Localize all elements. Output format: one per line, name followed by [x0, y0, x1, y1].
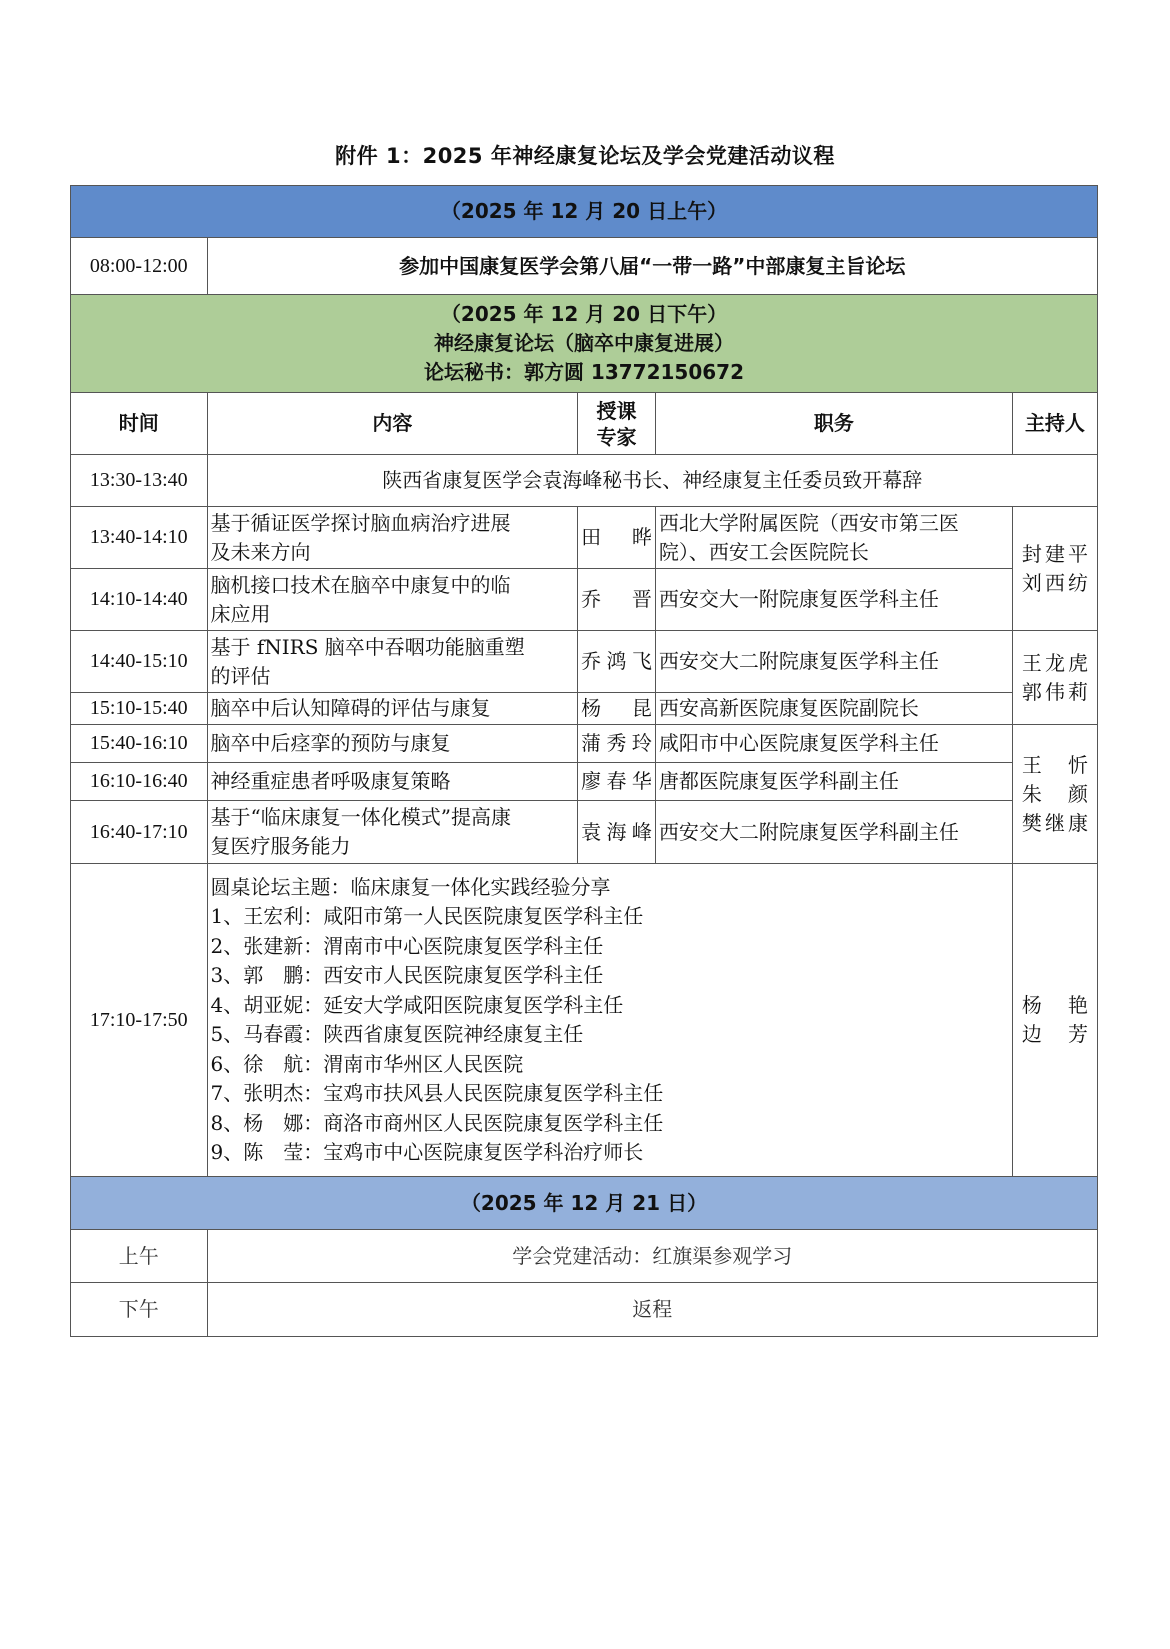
session-position: 西安交大二附院康复医学科副主任 [655, 801, 1012, 864]
host-name: 王龙虎 [1021, 650, 1088, 675]
session-speaker: 杨 昆 [578, 693, 656, 725]
session-content [207, 507, 578, 569]
roundtable-theme: 圆桌论坛主题：临床康复一体化实践经验分享 [210, 874, 611, 899]
session-content-line: 基于“临床康复一体化模式”提高康 [210, 805, 511, 829]
host-name: 封建平 [1021, 541, 1088, 566]
roundtable-content [207, 864, 1012, 1177]
roundtable-hosts [1012, 864, 1097, 1177]
session-content: 神经重症患者呼吸康复策略 [207, 763, 578, 801]
host-name: 杨 艳 [1021, 993, 1088, 1017]
col-header-speaker [578, 393, 656, 455]
session-position: 咸阳市中心医院康复医学科主任 [655, 725, 1012, 763]
session-content-line: 基于 fNIRS 脑卒中吞咽功能脑重塑 [210, 634, 525, 659]
roundtable-panelist: 6、徐 航：渭南市华州区人民医院 [210, 1051, 524, 1076]
afternoon-date: （2025 年 12 月 20 日下午） [440, 302, 728, 326]
session-host-group-3 [1012, 725, 1097, 864]
session-position: 西安高新医院康复医院副院长 [655, 693, 1012, 725]
session-time: 14:10-14:40 [71, 569, 208, 631]
session-host-group-2 [1012, 631, 1097, 725]
host-name: 刘西纺 [1021, 570, 1088, 595]
roundtable-panelist: 7、张明杰：宝鸡市扶风县人民医院康复医学科主任 [210, 1081, 664, 1105]
session-row [71, 801, 1098, 864]
session-time: 15:40-16:10 [71, 725, 208, 763]
session-time: 16:10-16:40 [71, 763, 208, 801]
roundtable-panelist: 1、王宏利：咸阳市第一人民医院康复医学科主任 [210, 904, 644, 928]
session-row [71, 507, 1098, 569]
document-title: 附件 1：2025 年神经康复论坛及学会党建活动议程 [335, 144, 835, 168]
session-position-line: 西北大学附属医院（西安市第三医 [658, 510, 959, 535]
agenda-table [70, 185, 1098, 1337]
col-header-speaker-line1: 授课 [596, 398, 637, 423]
morning-content: 参加中国康复医学会第八届“一带一路”中部康复主旨论坛 [207, 238, 1098, 295]
roundtable-panelist: 8、杨 娜：商洛市商州区人民医院康复医学科主任 [210, 1110, 664, 1135]
col-header-speaker-line2: 专家 [596, 424, 637, 449]
session-position [655, 507, 1012, 569]
session-speaker: 田 晔 [578, 507, 656, 569]
session-content: 脑卒中后痉挛的预防与康复 [207, 725, 578, 763]
session-content-line: 基于循证医学探讨脑血病治疗进展 [210, 510, 511, 535]
session-content-line: 的评估 [210, 663, 271, 688]
session-content [207, 569, 578, 631]
roundtable-panelist: 3、郭 鹏：西安市人民医院康复医学科主任 [210, 963, 604, 987]
roundtable-panelist: 5、马春霞：陕西省康复医院神经康复主任 [210, 1022, 584, 1046]
session-speaker: 乔鸿飞 [578, 631, 656, 693]
host-name: 朱 颜 [1021, 781, 1088, 806]
host-name: 边 芳 [1021, 1022, 1088, 1046]
session-position: 唐都医院康复医学科副主任 [655, 763, 1012, 801]
roundtable-panelist: 4、胡亚妮：延安大学咸阳医院康复医学科主任 [210, 992, 624, 1017]
session-time: 16:40-17:10 [71, 801, 208, 864]
opening-time: 13:30-13:40 [71, 455, 208, 507]
roundtable-time: 17:10-17:50 [71, 864, 208, 1177]
session-speaker: 廖春华 [578, 763, 656, 801]
session-speaker: 乔 晋 [578, 569, 656, 631]
roundtable-row [71, 864, 1098, 1177]
session-row [71, 631, 1098, 693]
afternoon-forum-name: 神经康复论坛（脑卒中康复进展） [434, 331, 734, 355]
session-speaker: 袁海峰 [578, 801, 656, 864]
session-row [71, 763, 1098, 801]
day2-header: （2025 年 12 月 21 日） [71, 1177, 1098, 1230]
day2-time: 下午 [71, 1283, 208, 1337]
session-time: 14:40-15:10 [71, 631, 208, 693]
session-row [71, 693, 1098, 725]
session-host-group-1 [1012, 507, 1097, 631]
col-header-host: 主持人 [1012, 393, 1097, 455]
afternoon-header [71, 295, 1098, 393]
session-row [71, 725, 1098, 763]
afternoon-secretary: 论坛秘书：郭方圆 13772150672 [423, 360, 745, 384]
session-position: 西安交大一附院康复医学科主任 [655, 569, 1012, 631]
host-name: 郭伟莉 [1021, 679, 1088, 704]
day2-row [71, 1283, 1098, 1337]
day2-content: 学会党建活动：红旗渠参观学习 [207, 1230, 1098, 1283]
session-content-line: 复医疗服务能力 [210, 834, 351, 858]
session-content-line: 床应用 [210, 601, 271, 626]
morning-time: 08:00-12:00 [71, 238, 208, 295]
session-time: 15:10-15:40 [71, 693, 208, 725]
session-content [207, 801, 578, 864]
session-time: 13:40-14:10 [71, 507, 208, 569]
day2-time: 上午 [71, 1230, 208, 1283]
session-position-line: 院）、西安工会医院院长 [658, 539, 869, 564]
session-speaker: 蒲秀玲 [578, 725, 656, 763]
col-header-content: 内容 [207, 393, 578, 455]
session-row [71, 569, 1098, 631]
day2-row [71, 1230, 1098, 1283]
morning-header: （2025 年 12 月 20 日上午） [71, 186, 1098, 238]
session-position: 西安交大二附院康复医学科主任 [655, 631, 1012, 693]
roundtable-panelist: 2、张建新：渭南市中心医院康复医学科主任 [210, 933, 604, 958]
opening-content: 陕西省康复医学会袁海峰秘书长、神经康复主任委员致开幕辞 [207, 455, 1098, 507]
session-content-line: 脑机接口技术在脑卒中康复中的临 [210, 572, 511, 597]
session-content: 脑卒中后认知障碍的评估与康复 [207, 693, 578, 725]
day2-content: 返程 [207, 1283, 1098, 1337]
roundtable-panelist: 9、陈 莹：宝鸡市中心医院康复医学科治疗师长 [210, 1140, 644, 1164]
session-content [207, 631, 578, 693]
host-name: 樊继康 [1021, 810, 1088, 835]
col-header-time: 时间 [71, 393, 208, 455]
host-name: 王 忻 [1021, 752, 1088, 777]
col-header-position: 职务 [655, 393, 1012, 455]
session-content-line: 及未来方向 [210, 539, 311, 564]
